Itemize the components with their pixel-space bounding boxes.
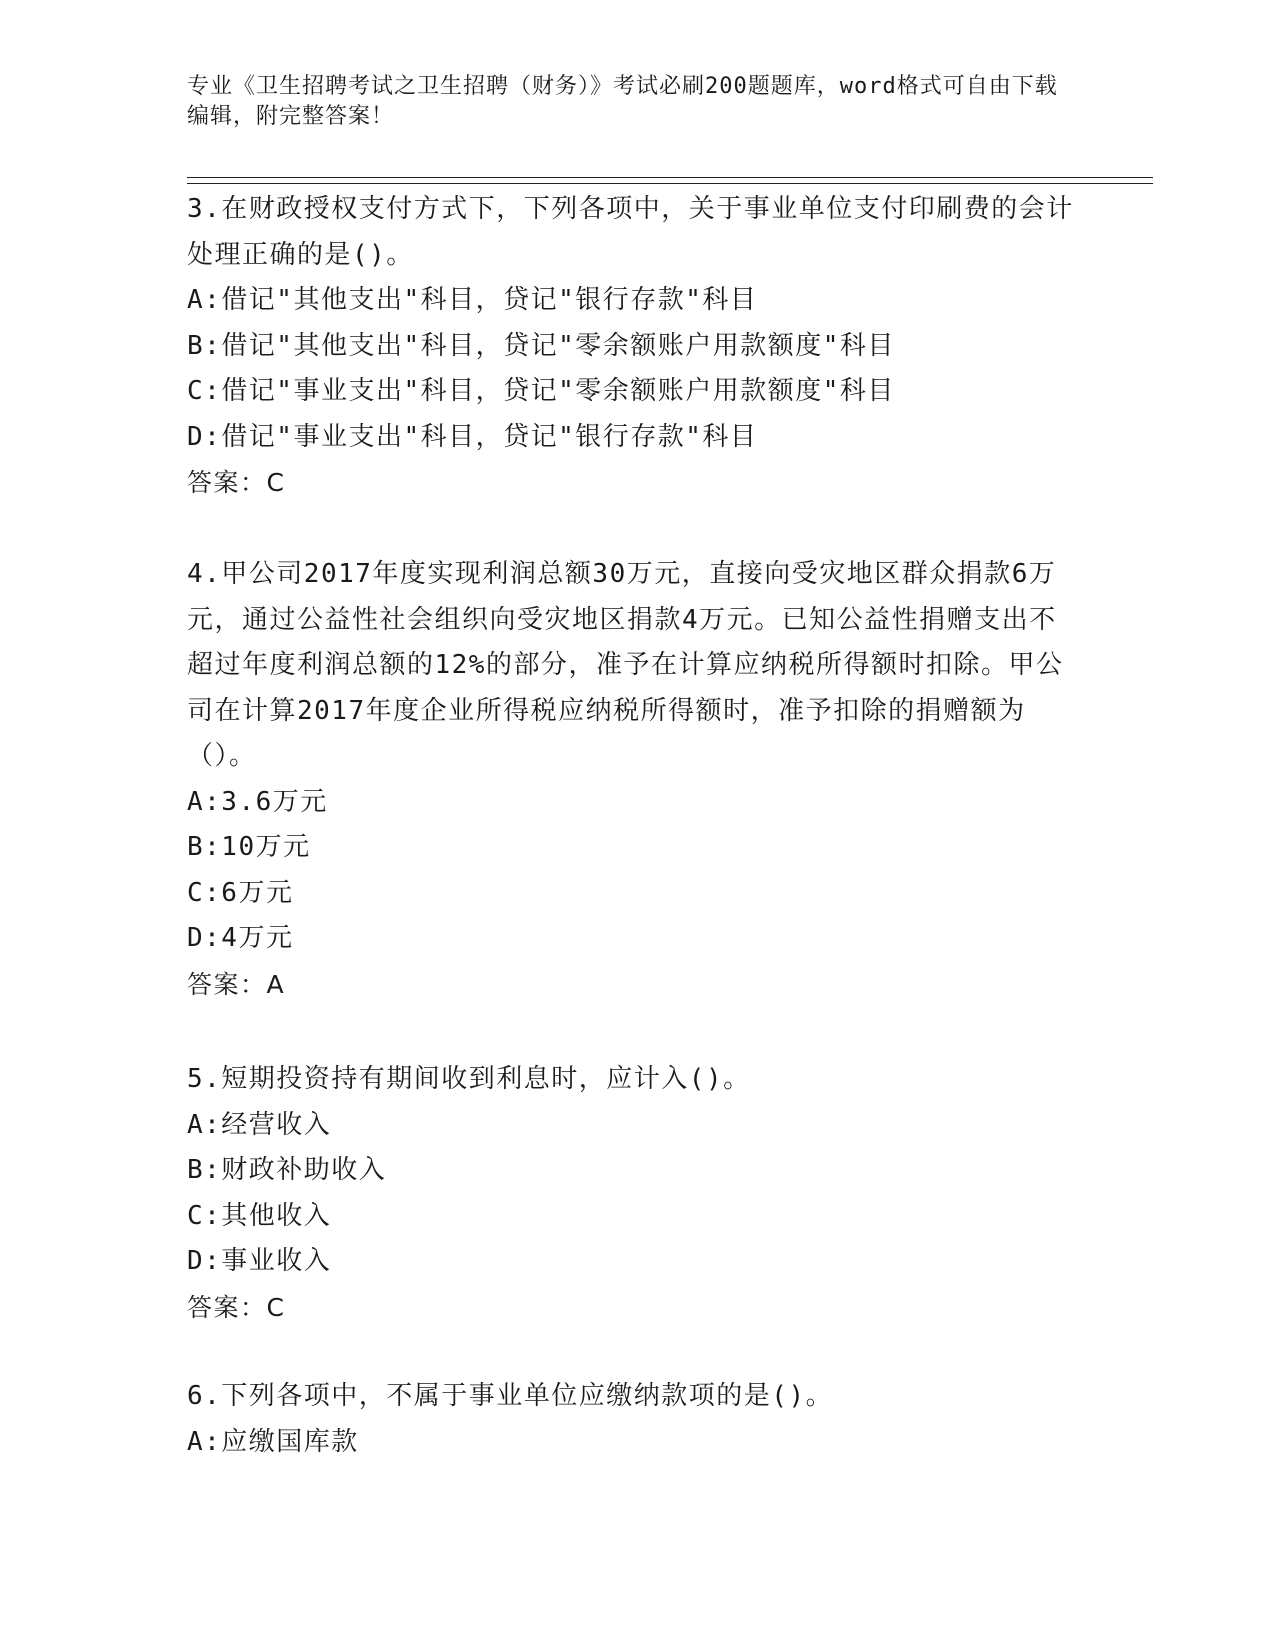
question-3 [187, 187, 1077, 506]
option-a: A:经营收入 [187, 1109, 332, 1140]
option-b: B:借记"其他支出"科目，贷记"零余额账户用款额度"科目 [187, 330, 895, 361]
option-c: C:其他收入 [187, 1200, 332, 1231]
option-c: C:借记"事业支出"科目，贷记"零余额账户用款额度"科目 [187, 376, 895, 406]
question-stem: 3.在财政授权支付方式下，下列各项中，关于事业单位支付印刷费的会计处理正确的是()。 [187, 194, 1074, 270]
option-b: B:10万元 [187, 832, 311, 862]
question-4 [187, 552, 1077, 1007]
answer: 答案：C [187, 468, 286, 497]
question-stem: 4.甲公司2017年度实现利润总额30万元，直接向受灾地区群众捐款6万元，通过公益性社会组织向受灾地区捐款4万元。已知公益性捐赠支出不超过年度利润总额的12%的部分，准予在计算应纳税所得额时扣除。甲公司在计算2017年度企业所得税应纳税所得额时，准予扣除的捐赠额为（）。 [187, 559, 1064, 771]
question-5 [187, 1057, 1077, 1330]
document-header: 专业《卫生招聘考试之卫生招聘（财务）》考试必刷200题题库，word格式可自由下载编辑，附完整答案！ [187, 74, 1058, 129]
option-a: A:应缴国库款 [187, 1426, 359, 1457]
question-stem: 5.短期投资持有期间收到利息时，应计入()。 [187, 1064, 751, 1094]
option-d: D:4万元 [187, 923, 294, 953]
option-a: A:3.6万元 [187, 786, 328, 817]
header-rule-bottom [187, 183, 1153, 184]
option-d: D:借记"事业支出"科目，贷记"银行存款"科目 [187, 421, 758, 452]
question-stem: 6.下列各项中，不属于事业单位应缴纳款项的是()。 [187, 1381, 834, 1411]
answer: 答案：C [187, 1292, 286, 1322]
header-rule-top [187, 177, 1153, 178]
answer: 答案：A [187, 969, 286, 999]
option-b: B:财政补助收入 [187, 1155, 387, 1185]
option-d: D:事业收入 [187, 1246, 332, 1276]
question-6 [187, 1374, 1077, 1465]
option-c: C:6万元 [187, 877, 294, 908]
option-a: A:借记"其他支出"科目，贷记"银行存款"科目 [187, 285, 758, 315]
